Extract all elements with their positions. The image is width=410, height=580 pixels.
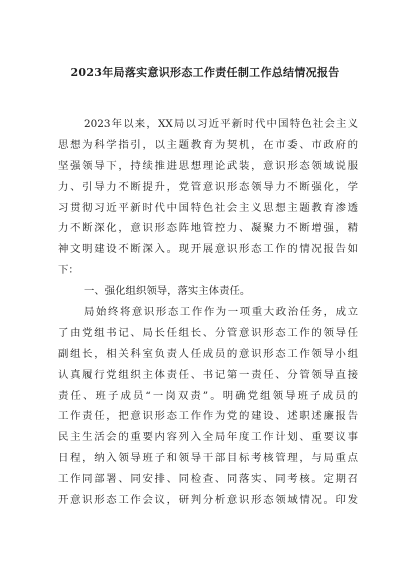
document-body: [58, 114, 358, 511]
section-heading: 一、强化组织领导，落实主体责任。: [84, 285, 251, 298]
body-line: 下：: [58, 264, 79, 277]
body-line: 神文明建设不断深入。现开展意识形态工作的情况报告如: [58, 243, 358, 256]
body-line: 责任、班子成员“一岗双责”。明确党组领导班子成员的: [58, 389, 358, 402]
body-line: 坚强领导下，持续推进思想理论武装，意识形态领域说服: [58, 159, 358, 172]
body-line: 思想为科学指引，以主题教育为契机，在市委、市政府的: [58, 138, 358, 151]
body-line: 力、引导力不断提升，党管意识形态领导力不断强化，学: [58, 180, 358, 193]
body-line: 日程，纳入领导班子和领导干部目标考核管理，与局重点: [58, 452, 358, 465]
body-line: 副组长，相关科室负责人任成员的意识形态工作领导小组: [58, 347, 358, 360]
body-line: 民主生活会的重要内容列入全局年度工作计划、重要议事: [58, 431, 358, 444]
body-line: 了由党组书记、局长任组长、分管意识形态工作的领导任: [58, 326, 358, 339]
body-line: 认真履行党组织主体责任、书记第一责任、分管领导直接: [58, 368, 358, 381]
body-line: 局始终将意识形态工作作为一项重大政治任务，成立: [84, 306, 358, 319]
body-line: 习贯彻习近平新时代中国特色社会主义思想主题教育渗透: [58, 201, 358, 214]
document-title: 2023年局落实意识形态工作责任制工作总结情况报告: [70, 66, 340, 79]
body-line: 工作责任，把意识形态工作作为党的建设、述职述廉报告: [58, 410, 358, 423]
body-line: 工作同部署、同安排、同检查、同落实、同考核。定期召: [58, 473, 358, 486]
body-line: 开意识形态工作会议，研判分析意识形态领域情况。印发: [58, 494, 358, 507]
body-line: 力不断深化，意识形态阵地管控力、凝聚力不断增强，精: [58, 222, 358, 235]
body-line: 2023年以来，XX局以习近平新时代中国特色社会主义: [84, 118, 358, 130]
